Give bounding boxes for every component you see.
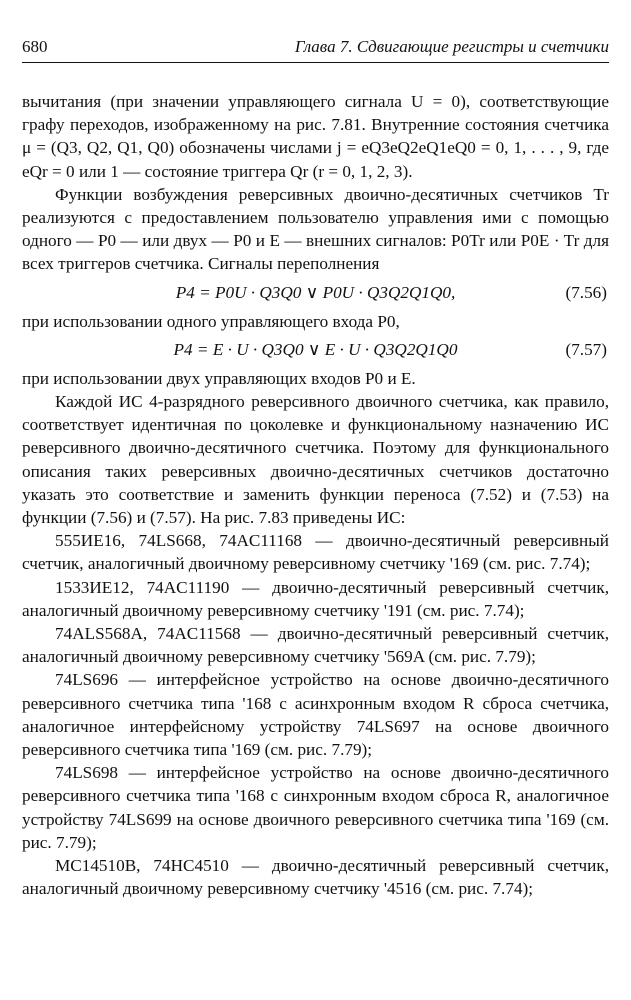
equation-formula: P4 = P0U · Q3Q0 ∨ P0U · Q3Q2Q1Q0, [175, 282, 456, 302]
equation-number: (7.57) [565, 339, 607, 359]
equation-formula: P4 = E · U · Q3Q0 ∨ E · U · Q3Q2Q1Q0 [173, 339, 458, 359]
equation-7-56 [22, 280, 609, 306]
equation-7-57 [22, 337, 609, 363]
chapter-title: Глава 7. Сдвигающие регистры и счетчики [294, 37, 609, 56]
page-body [22, 90, 609, 901]
list-item-mc14510b: MC14510B, 74HC4510 — двоично-десятичный реверсивный счетчик, аналогичный двоичному реверсивному счетчику '4516 (см. рис. 7.74); [22, 856, 609, 899]
list-item-1533ie12: 1533ИЕ12, 74AC11190 — двоично-десятичный реверсивный счетчик, аналогичный двоичному реверсивному счетчику '191 (см. рис. 7.74); [22, 577, 609, 620]
paragraph-1: вычитания (при значении управляющего сигнала U = 0), соответствующие графу переходов, изображенному на рис. 7.81. Внутренние состояния счетчика μ = (Q3, Q2, Q1, Q0) обозначены числами j = eQ3eQ2eQ1eQ0 = 0, 1, . . . , 9, где eQr = 0 или 1 — состояние триггера Qr (r = 0, 1, 2, 3). [22, 92, 609, 181]
list-item-74ls698: 74LS698 — интерфейсное устройство на основе двоично-десятичного реверсивного счетчика типа '168 с синхронным входом сброса R, аналогичное устройству 74LS699 на основе двоичного реверсивного счетчика типа '169 (см. рис. 7.79); [22, 763, 609, 852]
list-item-74ls696: 74LS696 — интерфейсное устройство на основе двоично-десятичного реверсивного счетчика типа '168 с асинхронным входом R сброса счетчика, аналогичное интерфейсному устройству 74LS697 на основе двоичного реверсивного счетчика типа '169 (см. рис. 7.79); [22, 670, 609, 760]
page-number: 680 [22, 37, 48, 56]
paragraph-4: при использовании двух управляющих входов P0 и E. [22, 368, 416, 388]
list-item-74als568a: 74ALS568A, 74AC11568 — двоично-десятичный реверсивный счетчик, аналогичный двоичному реверсивному счетчику '569A (см. рис. 7.79); [22, 624, 609, 667]
paragraph-3: при использовании одного управляющего входа P0, [22, 311, 400, 331]
equation-number: (7.56) [565, 282, 607, 302]
list-item-555ie16: 555ИЕ16, 74LS668, 74AC11168 — двоично-десятичный реверсивный счетчик, аналогичный двоичному реверсивному счетчику '169 (см. рис. 7.74); [22, 531, 609, 574]
paragraph-2: Функции возбуждения реверсивных двоично-десятичных счетчиков Tr реализуются с предоставлением пользователю управления ими с помощью одного — P0 — или двух — P0 и E — внешних сигналов: P0Tr или P0E · Tr для всех триггеров счетчика. Сигналы переполнения [22, 184, 609, 274]
running-header [22, 34, 609, 63]
paragraph-5: Каждой ИС 4-разрядного реверсивного двоичного счетчика, как правило, соответствует идентичная по цоколевке и функциональному назначению ИС реверсивного двоично-десятичного счетчика. Поэтому для функционального описания таких реверсивных двоично-десятичных счетчиков достаточно указать это соответствие и заменить функции переноса (7.52) и (7.53) на функции (7.56) и (7.57). На рис. 7.83 приведены ИС: [22, 392, 609, 528]
